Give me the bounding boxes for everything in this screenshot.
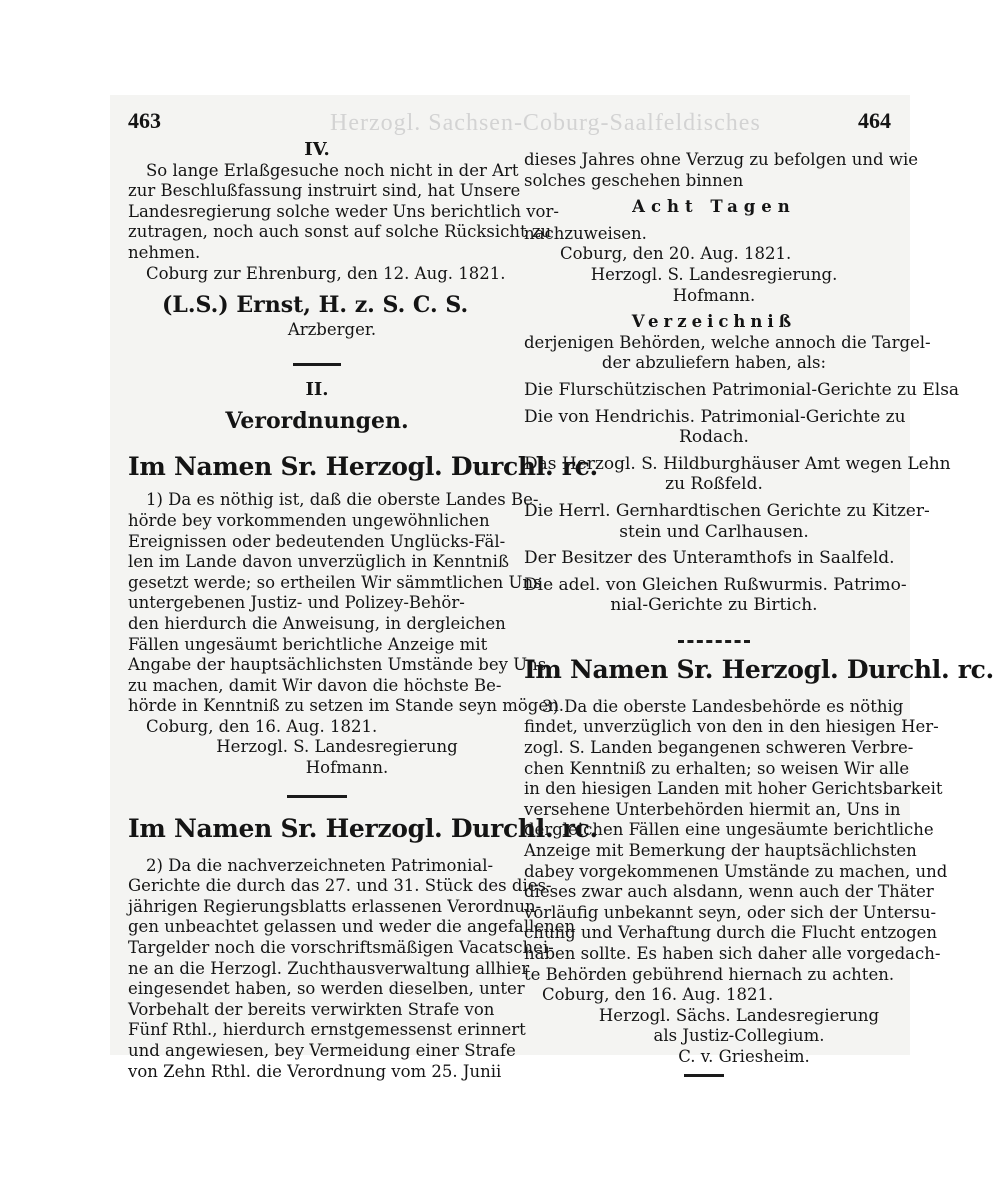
text-line: Vorbehalt der bereits verwirkten Strafe von [128,999,495,1019]
list-item-continuation: stein und Carlhausen. [619,521,809,542]
divider [678,640,750,643]
section-iv-heading: IV. [304,139,330,160]
countersignature: Arzberger. [287,320,377,340]
running-title-bleed: Herzogl. Sachsen-Coburg-Saalfeldisches [330,110,761,136]
list-item-continuation: zu Roßfeld. [665,474,763,495]
ordinance-1-text [128,490,564,717]
left-page-number: 463 [128,108,161,133]
list-item: Der Besitzer des Unteramthofs in Saalfeld. [524,548,895,569]
court-list [524,379,960,616]
list-item-continuation: nial-Gerichte zu Birtich. [610,595,818,616]
text-line: hörde bey vorkommenden ungewöhnlichen [128,510,490,530]
ordinance-3-signer: C. v. Griesheim. [678,1046,810,1066]
text-line: derjenigen Behörden, welche annoch die Targel- [524,332,931,352]
text-line: len im Lande davon unverzüglich in Kenntniß [128,552,509,572]
acht-tagen: Acht Tagen [632,197,796,217]
text-line: zur Beschlußfassung instruirt sind, hat Unsere [128,181,521,201]
text-line: von Zehn Rthl. die Verordnung vom 25. Junii [128,1061,502,1081]
text-line: 2) Da die nachverzeichneten Patrimonial- [146,855,494,875]
verzeichnis-intro [524,332,931,374]
section-iv-text [128,160,559,264]
list-item: Die adel. von Gleichen Rußwurmis. Patrimo- [524,574,907,595]
text-line: gesetzt werde; so ertheilen Wir sämmtlichen Uns [128,572,542,592]
verzeichnis-heading: Verzeichniß [631,312,797,332]
ordinance-3-authority: Herzogl. Sächs. Landesregierung [598,1005,880,1025]
text-line: 1) Da es nöthig ist, daß die oberste Landes Be- [146,490,539,510]
text-line: und angewiesen, bey Vermeidung einer Strafe [128,1041,516,1060]
nachzuweisen: nachzuweisen. [524,223,647,243]
text-line: chen Kenntniß zu erhalten; so weisen Wir alle [524,758,910,778]
text-line: Targelder noch die vorschriftsmäßigen Vacatschei- [128,938,554,958]
text-line: dieses zwar auch alsdann, wenn auch der Thäter [524,882,934,902]
right-signer: Hofmann. [672,285,756,305]
divider [293,363,341,366]
text-line: Gerichte die durch das 27. und 31. Stück des dies- [128,876,552,896]
text-line: jährigen Regierungsblatts erlassenen Verordnun- [128,896,542,916]
text-line: Landesregierung solche weder Uns berichtlich vor- [128,201,559,221]
ordinance-1-signer: Hofmann. [305,758,389,778]
ordinance-1-authority: Herzogl. S. Landesregierung [216,737,458,757]
text-line: nehmen. [128,242,201,262]
list-item: Das Herzogl. S. Hildburghäuser Amt wegen Lehn [524,453,951,474]
text-line: chung und Verhaftung durch die Flucht entzogen [524,923,938,943]
ordinance-heading-1: Im Namen Sr. Herzogl. Durchl. rc. [128,452,598,482]
text-line: te Behörden gebührend hiernach zu achten. [524,964,895,984]
ordinance-3-text [524,696,948,985]
place-date: Coburg zur Ehrenburg, den 12. Aug. 1821. [146,263,506,283]
text-line: vorläufig unbekannt seyn, oder sich der Untersu- [524,902,937,922]
text-line: zogl. S. Landen begangenen schweren Verbre- [524,738,914,758]
text-line: Angabe der hauptsächlichsten Umstände bey Uns [128,655,547,675]
text-line: zutragen, noch auch sonst auf solche Rücksicht zu [128,222,552,242]
right-page-number: 464 [858,108,891,133]
text-line: Ereignissen oder bedeutenden Unglücks-Fäl- [128,531,506,551]
right-column [524,150,994,1077]
ducal-signature: (L.S.) Ernst, H. z. S. C. S. [162,292,469,319]
divider [684,1074,724,1077]
ordinance-heading-2: Im Namen Sr. Herzogl. Durchl. rc. [128,813,598,843]
continuation-text [524,150,919,191]
text-line: zu machen, damit Wir davon die höchste Be- [128,675,502,695]
text-line: eingesendet haben, so werden dieselben, unter [128,979,525,999]
text-line: der abzuliefern haben, als: [601,353,827,373]
ordinance-2-text [128,855,576,1083]
section-ii-heading: II. [305,378,329,400]
text-line: versehene Unterbehörden hiermit an, Uns in [524,799,901,819]
list-item-continuation: Rodach. [679,427,749,448]
ordinance-heading-3: Im Namen Sr. Herzogl. Durchl. rc. [524,654,994,684]
divider [287,795,347,798]
ordinance-3-date: Coburg, den 16. Aug. 1821. [542,985,774,1005]
text-line: untergebenen Justiz- und Polizey-Behör- [128,593,465,613]
text-line: Anzeige mit Bemerkung der hauptsächlichsten [524,841,917,861]
text-line: Fällen ungesäumt berichtliche Anzeige mit [128,634,488,654]
text-line: in den hiesigen Landen mit hoher Gerichtsbarkeit [524,779,943,799]
text-line: So lange Erlaßgesuche noch nicht in der Art [146,160,519,180]
verordnungen-heading: Verordnungen. [225,408,409,435]
text-line: solches geschehen binnen [524,170,744,190]
text-line: findet, unverzüglich von den in den hiesigen Her- [524,717,939,737]
text-line: den hierdurch die Anweisung, in dergleichen [128,613,506,633]
text-line: haben sollte. Es haben sich daher alle vorgedach- [524,944,941,963]
text-line: ne an die Herzogl. Zuchthausverwaltung allhier [128,958,530,978]
right-authority: Herzogl. S. Landesregierung. [590,264,838,284]
right-date: Coburg, den 20. Aug. 1821. [560,244,792,264]
text-line: dabey vorgekommenen Umstände zu machen, und [524,861,948,881]
list-item: Die von Hendrichis. Patrimonial-Gerichte zu [524,406,906,427]
ordinance-1-date: Coburg, den 16. Aug. 1821. [146,716,378,736]
text-line: dergleichen Fällen eine ungesäumte berichtliche [524,820,934,840]
text-line: hörde in Kenntniß zu setzen im Stande seyn mögen. [128,696,564,716]
list-item: Die Herrl. Gernhardtischen Gerichte zu Kitzer- [524,500,930,521]
list-item: Die Flurschützischen Patrimonial-Gerichte zu Elsa [524,379,960,400]
text-line: gen unbeachtet gelassen und weder die angefallenen [128,917,576,937]
text-line: dieses Jahres ohne Verzug zu befolgen und wie [524,150,919,169]
text-line: 3) Da die oberste Landesbehörde es nöthig [542,696,904,716]
text-line: Fünf Rthl., hierdurch ernstgemessenst erinnert [128,1020,526,1040]
ordinance-3-authority-2: als Justiz-Collegium. [653,1026,825,1046]
